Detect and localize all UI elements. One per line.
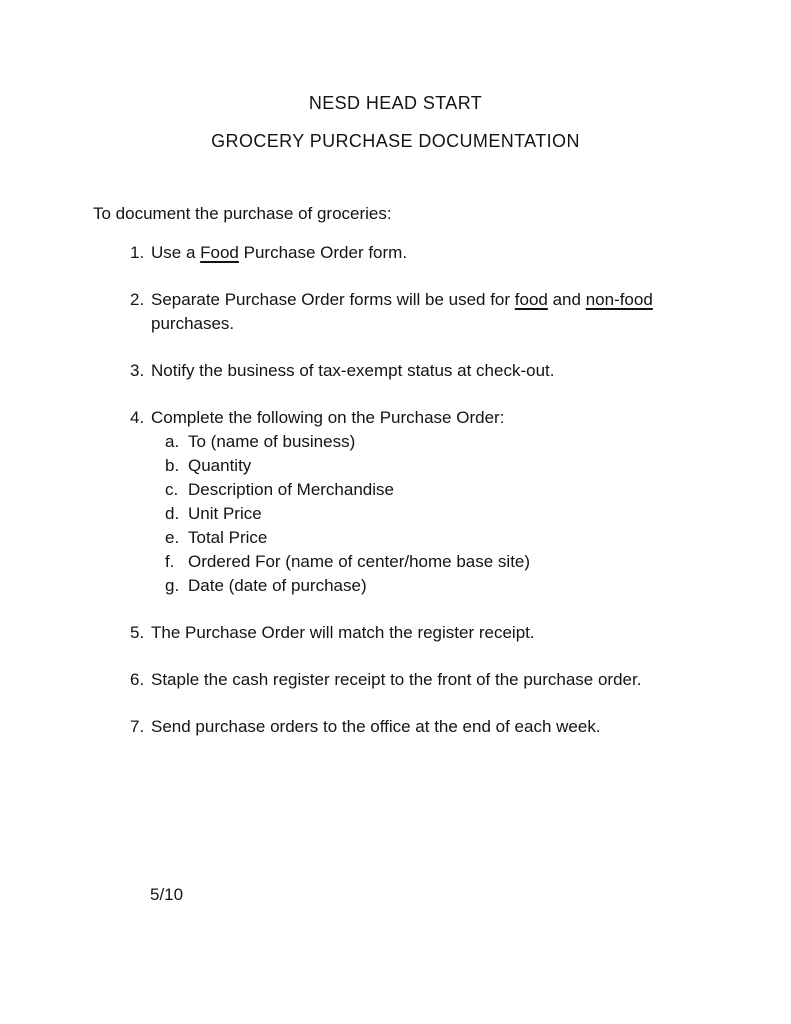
sub-item-e-marker: e. (165, 528, 180, 547)
sub-item-b-text: Quantity (188, 456, 252, 475)
sub-item-f-text: Ordered For (name of center/home base site) (188, 552, 531, 571)
item-1-marker: 1. (130, 243, 145, 262)
document-body (93, 202, 693, 739)
sub-item-b-marker: b. (165, 456, 180, 475)
document-title-line1: NESD HEAD START (308, 93, 483, 113)
sub-item-g-marker: g. (165, 576, 180, 595)
underlined-text: Food (200, 243, 239, 262)
document-title-line2: GROCERY PURCHASE DOCUMENTATION (211, 131, 580, 151)
text-segment: Use a (151, 243, 201, 262)
list-item-2 (93, 288, 693, 336)
page-number: 5/10 (150, 885, 184, 904)
lettered-sub-list (151, 430, 693, 598)
sub-item-g-text: Date (date of purchase) (188, 576, 367, 595)
item-6-text: Staple the cash register receipt to the front of the purchase order. (151, 670, 642, 689)
sub-item-a (151, 430, 693, 454)
list-item-7 (93, 715, 693, 739)
item-6-marker: 6. (130, 670, 145, 689)
item-7-marker: 7. (130, 717, 145, 736)
list-item-5 (93, 621, 693, 645)
item-2-text (151, 290, 653, 333)
item-2-marker: 2. (130, 290, 145, 309)
item-5-marker: 5. (130, 623, 145, 642)
text-segment: purchases. (151, 314, 235, 333)
sub-item-d-marker: d. (165, 504, 180, 523)
intro-text: To document the purchase of groceries: (93, 204, 392, 223)
text-segment: Separate Purchase Order forms will be used for (151, 290, 515, 309)
underlined-text: food (514, 290, 548, 309)
item-1-text (151, 243, 407, 262)
sub-item-d (151, 502, 693, 526)
list-item-4 (93, 406, 693, 598)
sub-item-c (151, 478, 693, 502)
sub-item-f (151, 550, 693, 574)
sub-item-e-text: Total Price (188, 528, 268, 547)
sub-item-d-text: Unit Price (188, 504, 262, 523)
list-item-3 (93, 359, 693, 383)
item-4-text: Complete the following on the Purchase Order: (151, 408, 505, 427)
item-5-text: The Purchase Order will match the register receipt. (151, 623, 535, 642)
sub-item-c-marker: c. (165, 480, 179, 499)
item-7-text: Send purchase orders to the office at the end of each week. (151, 717, 601, 736)
sub-item-a-marker: a. (165, 432, 180, 451)
item-3-text: Notify the business of tax-exempt status at check-out. (151, 361, 555, 380)
text-segment: and (547, 290, 586, 309)
sub-item-f-marker: f. (165, 552, 175, 571)
sub-item-c-text: Description of Merchandise (188, 480, 394, 499)
underlined-text: non-food (585, 290, 653, 309)
sub-item-a-text: To (name of business) (188, 432, 356, 451)
item-4-marker: 4. (130, 408, 145, 427)
list-item-6 (93, 668, 693, 692)
sub-item-b (151, 454, 693, 478)
numbered-list (93, 241, 693, 739)
text-segment: Purchase Order form. (238, 243, 408, 262)
title-block (0, 0, 791, 152)
sub-item-g (151, 574, 693, 598)
list-item-1 (93, 241, 693, 265)
item-3-marker: 3. (130, 361, 145, 380)
sub-item-e (151, 526, 693, 550)
